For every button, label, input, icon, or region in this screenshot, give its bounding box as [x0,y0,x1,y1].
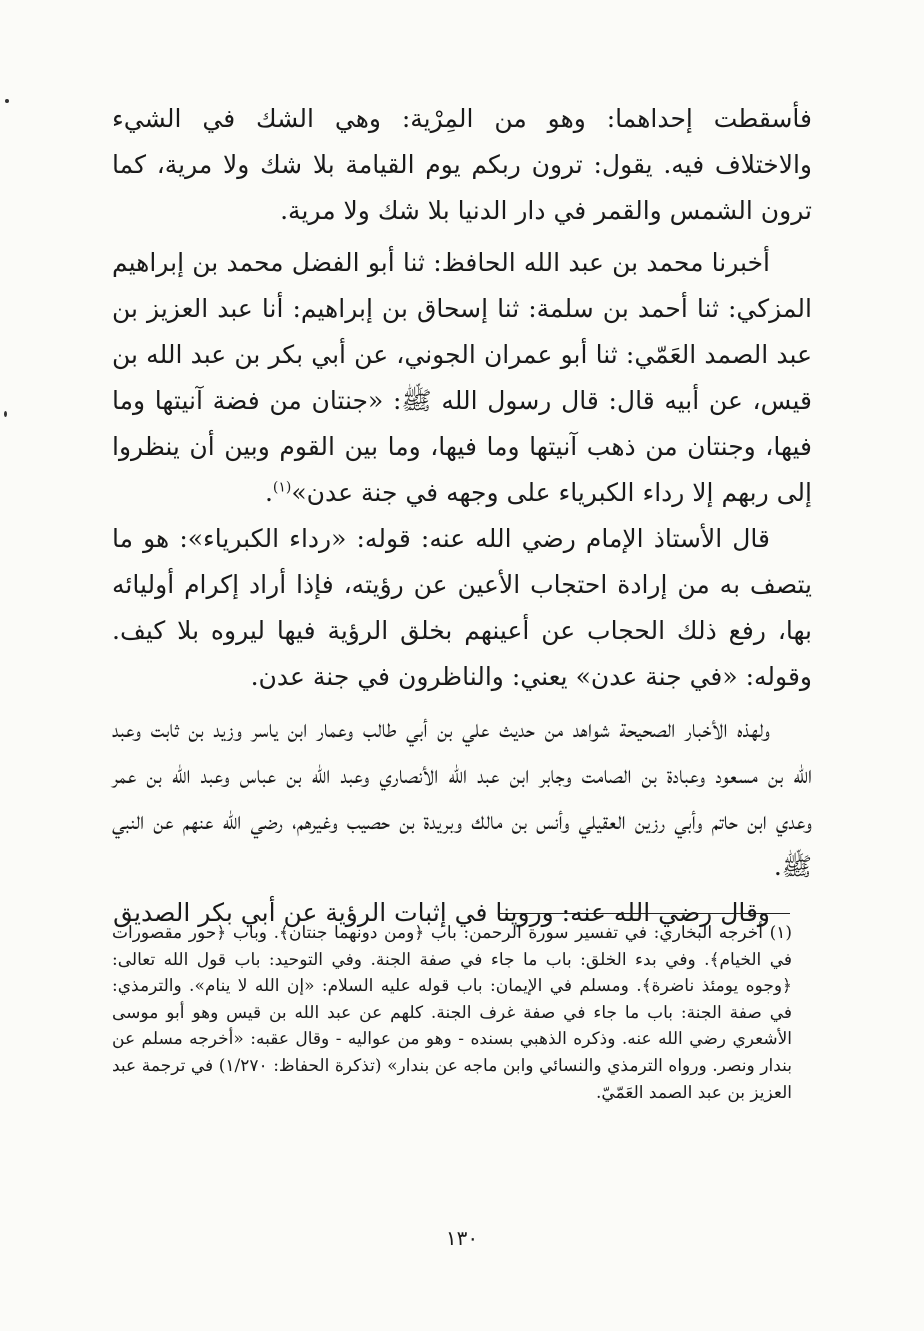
footnotes [112,920,792,1106]
paragraph-2-text: أخبرنا محمد بن عبد الله الحافظ: ثنا أبو الفضل محمد بن إبراهيم المزكي: ثنا أحمد بن سلمة: ثنا إسحاق بن إبراهيم: أنا عبد العزيز بن عبد الصمد العَمّي: ثنا أبو عمران الجوني، عن أبي بكر بن عبد الله بن قيس، عن أبيه قال: قال رسول الله ﷺ: «جنتان من فضة آنيتها وما فيها، وجنتان من ذهب آنيتها وما فيها، وما بين القوم وبين أن ينظروا إلى ربهم إلا رداء الكبرياء على وجهه في جنة عدن» [112,248,812,507]
scan-speck [4,411,7,417]
paragraph-3: قال الأستاذ الإمام رضي الله عنه: قوله: «رداء الكبرياء»: هو ما يتصف به من إرادة احتجاب الأعين عن رؤيته، فإذا أراد إكرام أوليائه بها، رفع ذلك الحجاب عن أعينهم بخلق الرؤية فيها ليروه بلا كيف. وقوله: «في جنة عدن» يعني: والناظرون في جنة عدن. [112,524,812,691]
footnote-divider [500,913,790,914]
paragraph-4: ولهذه الأخبار الصحيحة شواهد من حديث علي بن أبي طالب وعمار ابن ياسر وزيد بن ثابت وعبد الله بن مسعود وعبادة بن الصامت وجابر ابن عبد الله الأنصاري وعبد الله بن عباس وعبد الله بن عمر وعدي ابن حاتم وأبي رزين العقيلي وأنس بن مالك وبريدة بن حصيب وغيرهم، رضي الله عنهم عن النبي ﷺ. [112,714,812,881]
paragraph-2: أخبرنا محمد بن عبد الله الحافظ: ثنا أبو الفضل محمد بن إبراهيم المزكي: ثنا أحمد بن سلمة: ثنا إسحاق بن إبراهيم: أنا عبد العزيز بن عبد الصمد العَمّي: ثنا أبو عمران الجوني، عن أبي بكر بن عبد الله بن قيس، عن أبيه قال: قال رسول الله ﷺ: «جنتان من فضة آنيتها وما فيها، وجنتان من ذهب آنيتها وما فيها، وما بين القوم وبين أن ينظروا إلى ربهم إلا رداء الكبرياء على وجهه في جنة عدن»$^{(١)}$. [112,248,812,507]
page-number: ١٣٠ [445,1226,479,1250]
paragraph-1: فأسقطت إحداهما: وهو من المِرْية: وهي الشك في الشيء والاختلاف فيه. يقول: ترون ربكم يوم القيامة بلا شك ولا مرية، كما ترون الشمس والقمر في دار الدنيا بلا شك ولا مرية. [112,104,812,225]
scan-speck [5,99,9,103]
footnote-1: (١) أخرجه البخاري: في تفسير سورة الرحمن: باب ﴿ومن دونهما جنتان﴾. وباب ﴿حور مقصورات في الخيام﴾. وفي بدء الخلق: باب ما جاء في صفة الجنة. وفي التوحيد: باب قول الله تعالى: ﴿وجوه يومئذ ناضرة﴾. ومسلم في الإيمان: باب قوله عليه السلام: «إن الله لا ينام». والترمذي: في صفة الجنة: باب ما جاء في صفة غرف الجنة. كلهم عن عبد الله بن قيس وهو أبو موسى الأشعري رضي الله عنه. وذكره الذهبي بسنده - وهو من عواليه - وقال عقبه: «أخرجه مسلم عن بندار ونصر. ورواه الترمذي والنسائي وابن ماجه عن بندار» (تذكرة الحفاظ: ١/٢٧٠) في ترجمة عبد العزيز بن عبد الصمد العَمّيّ. [112,923,792,1103]
main-text [112,96,812,936]
footnote-reference: (١) [272,479,292,496]
paragraph-5: وقال رضي الله عنه: وروينا في إثبات الرؤية عن أبي بكر الصديق [113,898,770,927]
